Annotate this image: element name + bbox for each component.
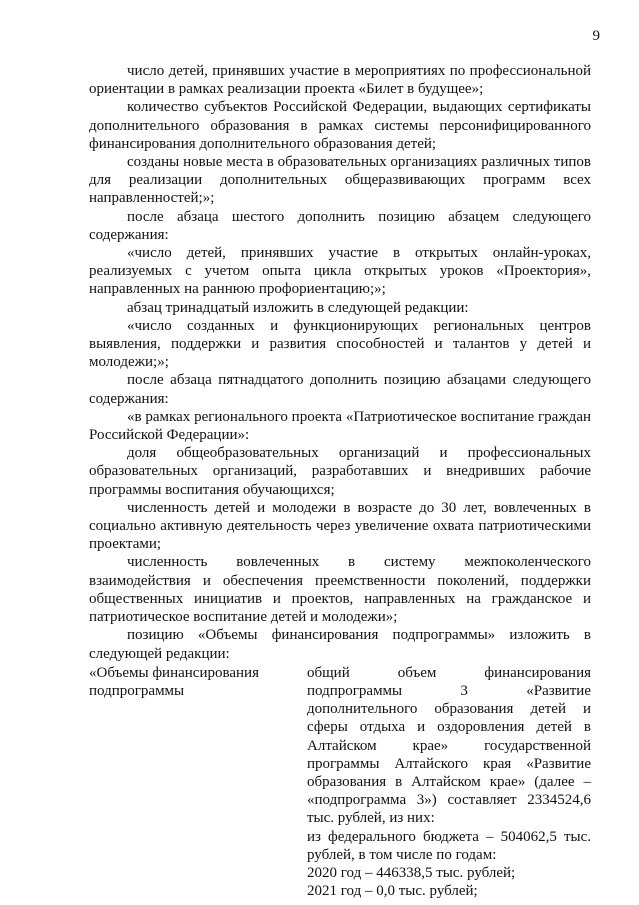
paragraph: созданы новые места в образовательных организациях различных типов для реализации дополнительных общеразвивающих программ всех направленностей;»; <box>89 154 591 207</box>
paragraph: после абзаца шестого дополнить позицию абзацем следующего содержания: <box>89 208 591 243</box>
financing-table-value: общий объем финансирования подпрограммы 3 «Развитие дополнительного образования детей и сферы отдыха и оздоровления детей в Алтайском крае» государственной программы Алтайского края «Развитие образования в Алтайском крае» (далее – «подпрограмма 3») составляет 2334524,6 тыс. рублей, из них: <box>307 664 591 827</box>
financing-table-value: 2020 год – 446338,5 тыс. рублей; <box>307 864 516 881</box>
financing-table <box>89 664 591 901</box>
financing-table-value: 2021 год – 0,0 тыс. рублей; <box>307 883 478 900</box>
paragraph: после абзаца пятнадцатого дополнить позицию абзацами следующего содержания: <box>89 372 591 407</box>
paragraph: абзац тринадцатый изложить в следующей редакции: <box>127 299 469 316</box>
paragraph: число детей, принявших участие в мероприятиях по профессиональной ориентации в рамках реализации проекта «Билет в будущее»; <box>89 63 591 98</box>
financing-table-value-cell <box>307 664 591 901</box>
paragraph: численность вовлеченных в систему межпоколенческого взаимодействия и обеспечения преемственности поколений, поддержки общественных инициатив и проектов, направленных на гражданское и патриотическое воспитание детей и молодежи»; <box>89 554 591 626</box>
paragraph: доля общеобразовательных организаций и профессиональных образовательных организаций, разработавших и внедривших рабочие программы воспитания обучающихся; <box>89 445 591 498</box>
paragraph: «число созданных и функционирующих региональных центров выявления, поддержки и развития способностей и талантов у детей и молодежи;»; <box>89 317 591 371</box>
financing-table-label-cell <box>89 664 307 901</box>
paragraph: количество субъектов Российской Федерации, выдающих сертификаты дополнительного образования в рамках системы персонифицированного финансирования дополнительного образования детей; <box>89 99 591 152</box>
paragraph: «число детей, принявших участие в открытых онлайн-уроках, реализуемых с учетом опыта цикла открытых уроков «Проектория», направленных на раннюю профориентацию;»; <box>89 245 591 298</box>
document-body <box>89 62 591 900</box>
financing-table-value: из федерального бюджета – 504062,5 тыс. рублей, в том числе по годам: <box>307 828 591 863</box>
paragraph: позицию «Объемы финансирования подпрограммы» изложить в следующей редакции: <box>89 627 591 662</box>
page-number: 9 <box>592 28 600 44</box>
paragraph: «в рамках регионального проекта «Патриотическое воспитание граждан Российской Федерации»: <box>89 408 591 444</box>
financing-table-label: «Объемы финансирования подпрограммы <box>89 664 259 699</box>
paragraph: численность детей и молодежи в возрасте до 30 лет, вовлеченных в социально активную деятельность через увеличение охвата патриотическими проектами; <box>89 499 591 553</box>
